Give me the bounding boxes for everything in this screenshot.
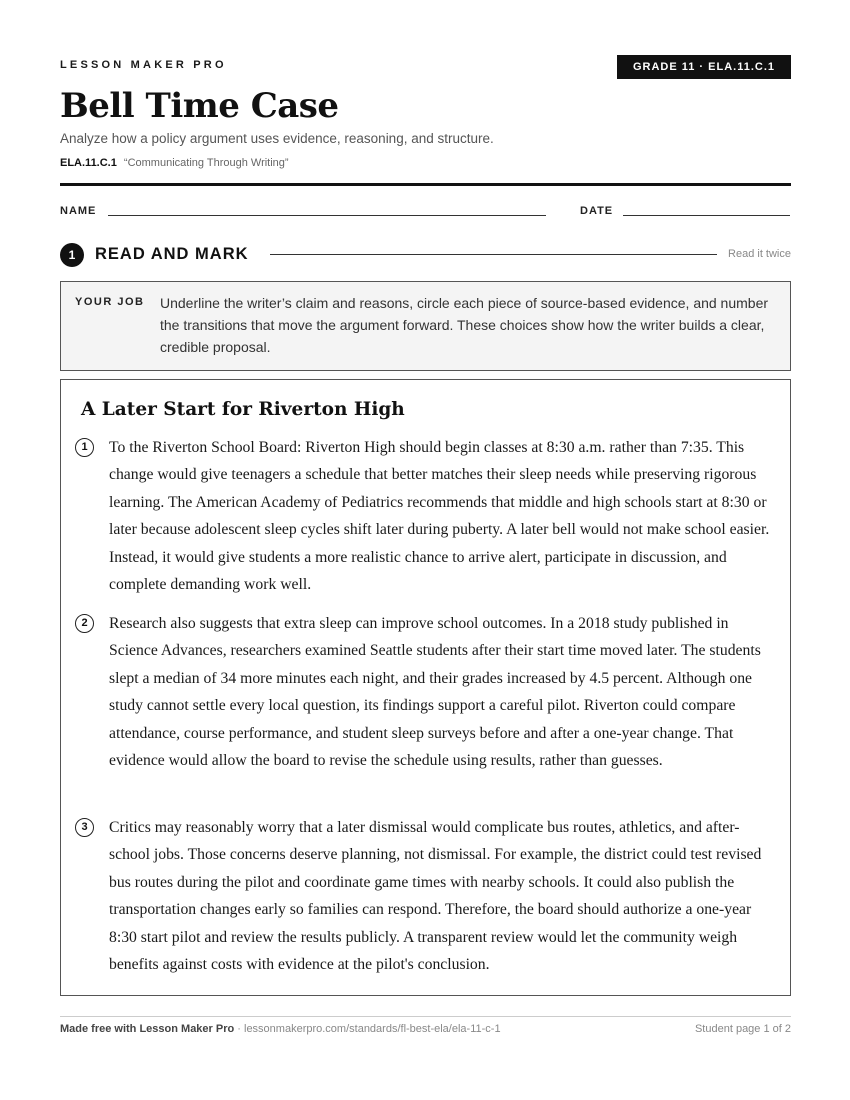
date-label: DATE — [580, 205, 614, 217]
name-field-line[interactable] — [108, 215, 546, 216]
paragraph-number-badge: 1 — [75, 438, 94, 457]
section-header — [60, 242, 791, 268]
name-label: NAME — [60, 205, 97, 217]
paragraph-text: Research also suggests that extra sleep can improve school outcomes. In a 2018 study published in Science Advances, researchers examined Seattle students after their start time moved later. The students slept a median of 34 more minutes each night, and their grades increased by 4.5 percent. Although one study cannot settle every local question, its findings support a careful pilot. Riverton could compare attendance, course performance, and student sleep surveys before and after a one-year change. That evidence would allow the board to revise the schedule using results, rather than guesses. — [109, 615, 761, 770]
paragraph-text: To the Riverton School Board: Riverton High should begin classes at 8:30 a.m. rather than 7:35. This change would give teenagers a schedule that better matches their sleep needs while preserving rigorous learning. The American Academy of Pediatrics recommends that middle and high schools start at 8:30 or later because adolescent sleep cycles shift later during puberty. A later bell would not make school easier. Instead, it would give students a more realistic chance to arrive alert, participate in discussion, and complete demanding work well. — [109, 439, 770, 594]
passage-title: A Later Start for Riverton High — [81, 399, 405, 420]
footer-page-number: Student page 1 of 2 — [694, 1023, 791, 1035]
date-field-line[interactable] — [623, 215, 790, 216]
footer-url[interactable]: · lessonmakerpro.com/standards/fl-best-ela/ela-11-c-1 — [234, 1023, 501, 1035]
standard-line — [60, 157, 289, 169]
grade-badge: GRADE 11 · ELA.11.C.1 — [617, 55, 791, 79]
section-divider — [270, 254, 717, 255]
footer-credit — [60, 1023, 501, 1035]
section-note: Read it twice — [728, 248, 791, 260]
page-title: Bell Time Case — [60, 86, 339, 126]
paragraph-text: Critics may reasonably worry that a later dismissal would complicate bus routes, athletics, and after-school jobs. Those concerns deserve planning, not dismissal. For example, the district could test revised bus routes during the pilot and coordinate game times with nearby schools. It could also publish the transportation changes early so families can respond. Therefore, the board should authorize a one-year 8:30 start pilot and review the results publicly. A transparent review would let the community weigh benefits against costs with evidence at the pilot's conclusion. — [109, 819, 762, 974]
page-subtitle: Analyze how a policy argument uses evidence, reasoning, and structure. — [60, 131, 494, 146]
standard-name: “Communicating Through Writing” — [123, 157, 289, 169]
passage-box — [60, 379, 791, 996]
footer-divider — [60, 1016, 791, 1017]
section-title: READ AND MARK — [95, 245, 249, 263]
job-label: YOUR JOB — [75, 296, 145, 308]
job-box — [60, 281, 791, 371]
header-divider — [60, 183, 791, 186]
paragraph-number-badge: 3 — [75, 818, 94, 837]
brand-label: LESSON MAKER PRO — [60, 59, 227, 71]
job-text: Underline the writer’s claim and reasons, circle each piece of source-based evidence, and number the transitions that move the argument forward. These choices show how the writer builds a clear, credible proposal. — [160, 295, 769, 355]
standard-code: ELA.11.C.1 — [60, 157, 117, 169]
paragraph-number-badge: 2 — [75, 614, 94, 633]
section-number-badge: 1 — [60, 243, 84, 267]
footer-made-with: Made free with Lesson Maker Pro — [60, 1023, 235, 1035]
